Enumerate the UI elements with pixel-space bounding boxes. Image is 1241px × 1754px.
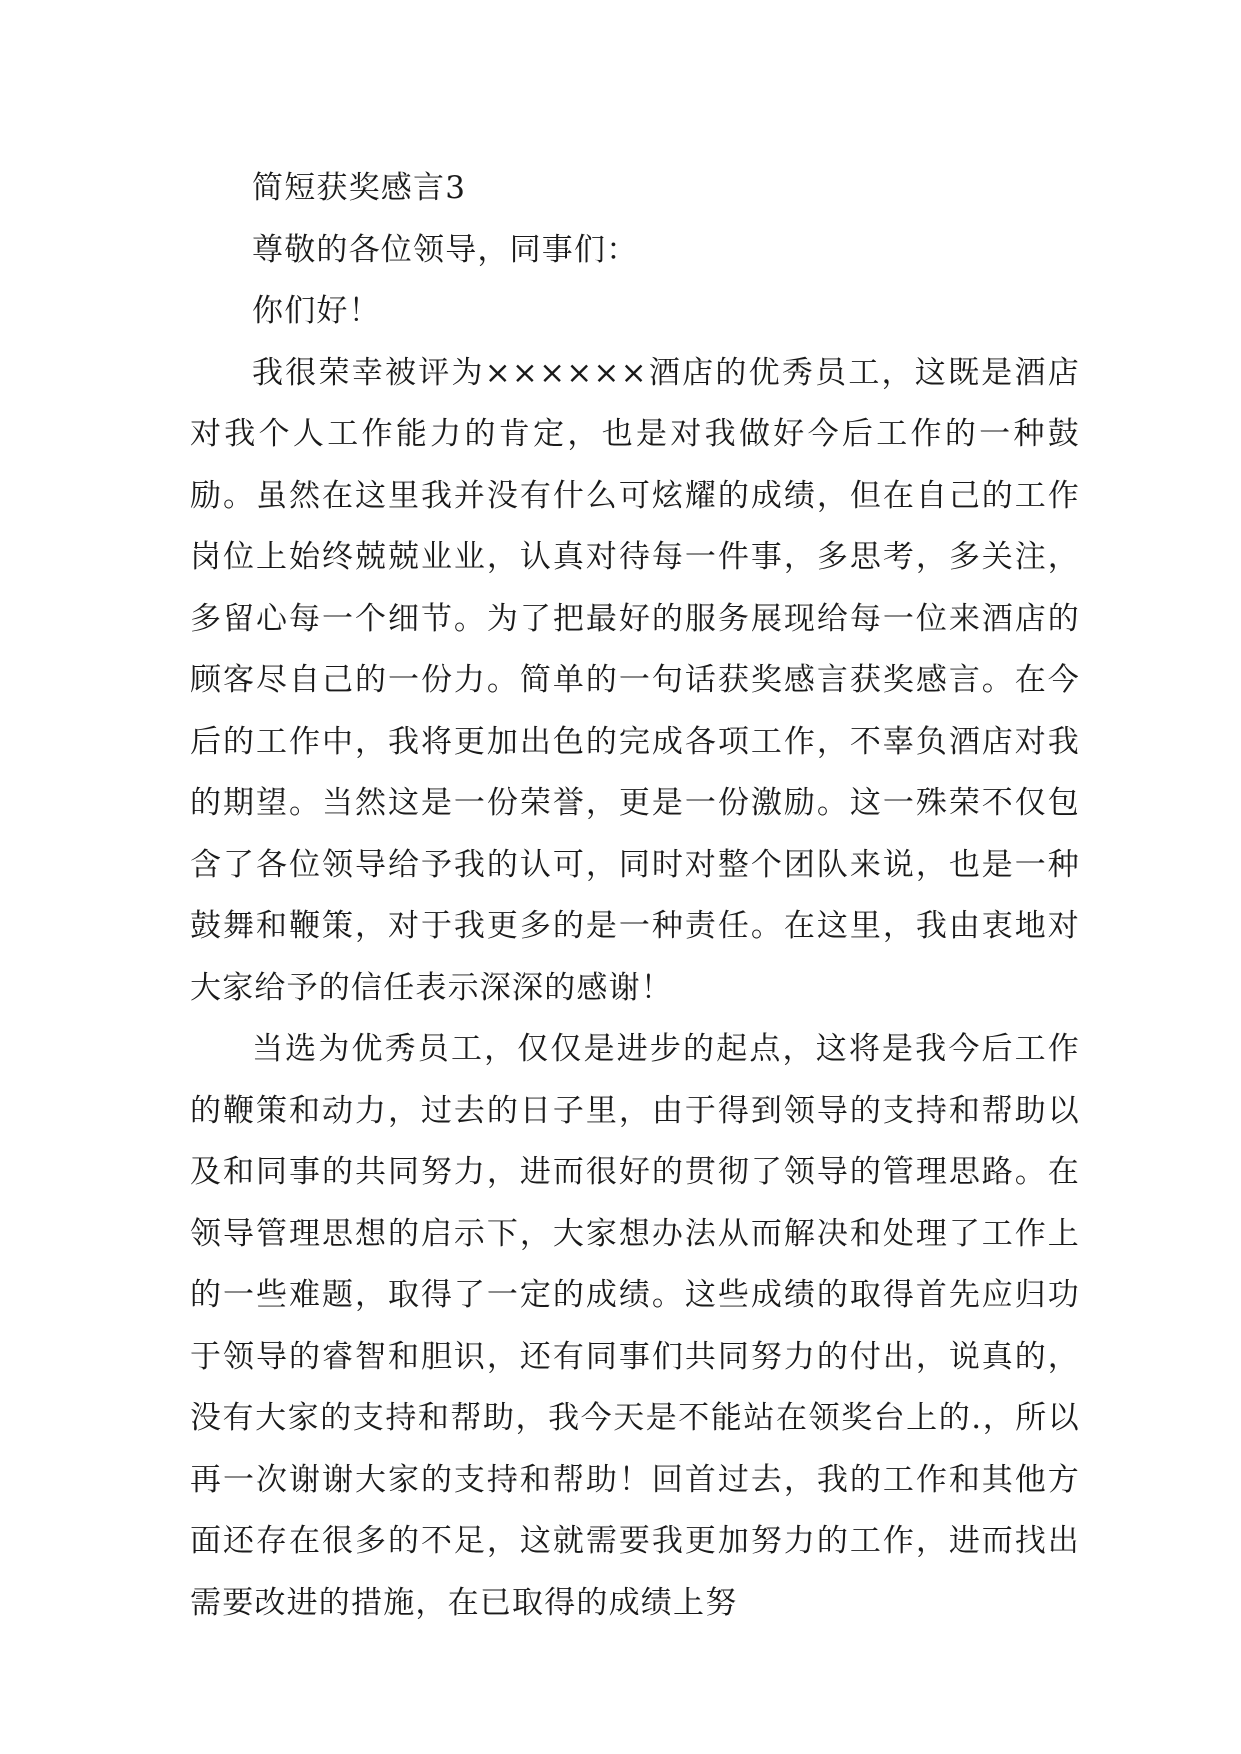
body-paragraph-2: 当选为优秀员工，仅仅是进步的起点，这将是我今后工作的鞭策和动力，过去的日子里，由于得到领导的支持和帮助以及和同事的共同努力，进而很好的贯彻了领导的管理思路。在领导管理思想的启示下，大家想办法从而解决和处理了工作上的一些难题，取得了一定的成绩。这些成绩的取得首先应归功于领导的睿智和胆识，还有同事们共同努力的付出，说真的，没有大家的支持和帮助，我今天是不能站在领奖台上的.，所以再一次谢谢大家的支持和帮助！回首过去，我的工作和其他方面还存在很多的不足，这就需要我更加努力的工作，进而找出需要改进的措施，在已取得的成绩上努 bbox=[190, 1031, 1080, 1621]
document-body bbox=[190, 158, 1080, 1634]
body-paragraph-1: 我很荣幸被评为××××××酒店的优秀员工，这既是酒店对我个人工作能力的肯定，也是对我做好今后工作的一种鼓励。虽然在这里我并没有什么可炫耀的成绩，但在自己的工作岗位上始终兢兢业业，认真对待每一件事，多思考，多关注，多留心每一个细节。为了把最好的服务展现给每一位来酒店的顾客尽自己的一份力。简单的一句话获奖感言获奖感言。在今后的工作中，我将更加出色的完成各项工作，不辜负酒店对我的期望。当然这是一份荣誉，更是一份激励。这一殊荣不仅包含了各位领导给予我的认可，同时对整个团队来说，也是一种鼓舞和鞭策，对于我更多的是一种责任。在这里，我由衷地对大家给予的信任表示深深的感谢！ bbox=[190, 354, 1080, 1006]
salutation: 尊敬的各位领导，同事们： bbox=[252, 231, 639, 268]
greeting: 你们好！ bbox=[252, 293, 381, 329]
speech-title: 简短获奖感言3 bbox=[252, 170, 467, 206]
